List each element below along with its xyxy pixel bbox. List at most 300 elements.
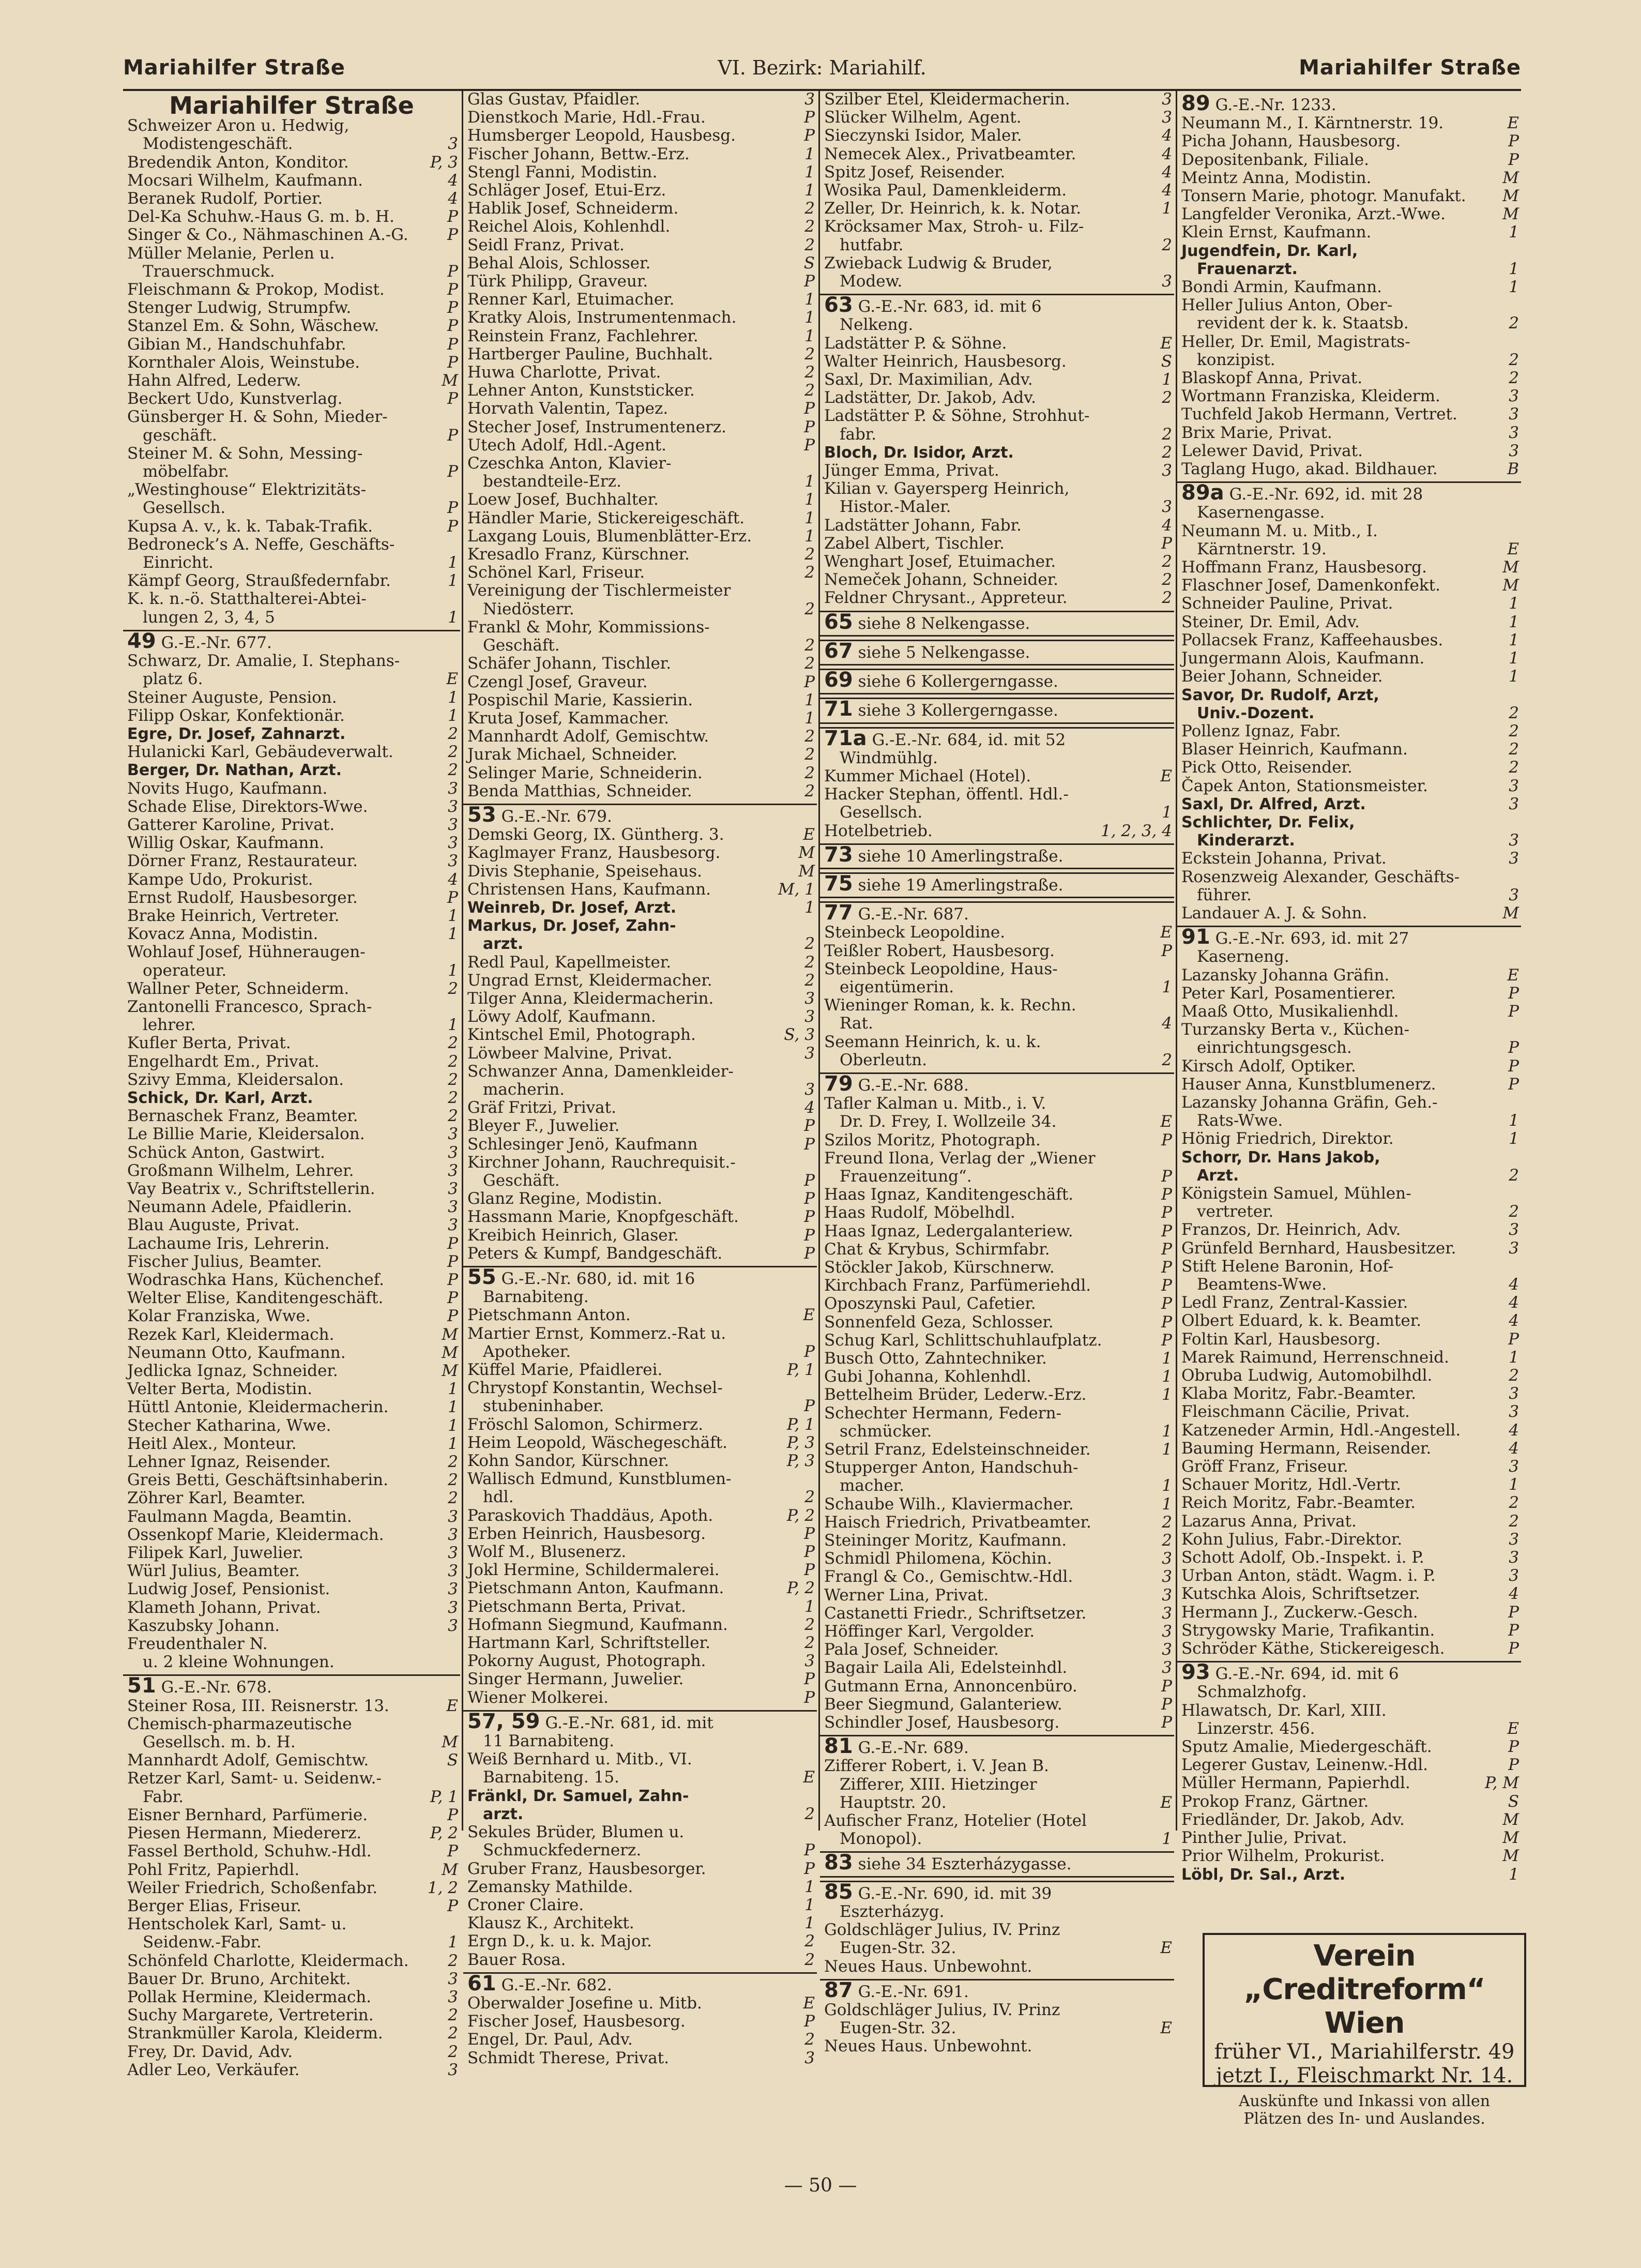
entry-text: Gatterer Karoline, Privat. xyxy=(127,815,335,834)
directory-entry xyxy=(123,1107,460,1125)
directory-entry xyxy=(463,1397,817,1415)
floor-code: 1 xyxy=(448,688,458,707)
floor-code: 1 xyxy=(804,690,815,709)
entry-text: Nelkeng. xyxy=(840,315,914,335)
directory-entry xyxy=(1177,886,1521,904)
entry-text: Wieninger Roman, k. k. Rechn. xyxy=(824,996,1076,1015)
directory-entry xyxy=(1177,296,1521,314)
entry-text: Gesellsch. m. b. H. xyxy=(143,1733,296,1752)
directory-entry xyxy=(820,182,1174,200)
directory-entry xyxy=(123,1489,460,1507)
entry-text: Schmalzhofg. xyxy=(1197,1683,1307,1702)
directory-entry xyxy=(123,1016,460,1034)
entry-text: Bedroneck’s A. Neffe, Geschäfts- xyxy=(127,535,395,554)
entry-text: Frauenzeitung“. xyxy=(840,1167,972,1186)
entry-text: Klaba Moritz, Fabr.-Beamter. xyxy=(1181,1384,1416,1403)
entry-text: Lehner Anton, Kunststicker. xyxy=(467,381,695,400)
directory-entry xyxy=(123,1751,460,1770)
directory-entry xyxy=(820,426,1174,444)
directory-entry xyxy=(1177,187,1521,205)
floor-code: P xyxy=(804,672,815,691)
directory-entry xyxy=(820,1812,1174,1830)
directory-entry xyxy=(1177,260,1521,278)
entry-text: Seidl Franz, Privat. xyxy=(467,235,625,254)
directory-entry xyxy=(1177,460,1521,478)
entry-text: Klameth Johann, Privat. xyxy=(127,1598,321,1617)
floor-code: 4 xyxy=(448,870,458,889)
directory-entry xyxy=(463,881,817,899)
house-number-heading xyxy=(820,1881,1174,1903)
entry-text: Müller Melanie, Perlen u. xyxy=(127,244,335,263)
directory-entry xyxy=(123,1770,460,1788)
floor-code: S xyxy=(447,1751,458,1770)
directory-entry xyxy=(1177,442,1521,460)
directory-entry xyxy=(1177,151,1521,169)
floor-code: 1 xyxy=(448,608,458,627)
house-number-heading xyxy=(820,901,1174,924)
floor-code: 1 xyxy=(1509,1129,1519,1148)
floor-code: E xyxy=(1507,965,1519,985)
floor-code: 2 xyxy=(804,381,815,400)
entry-text: Filipek Karl, Juwelier. xyxy=(127,1544,303,1563)
floor-code: 3 xyxy=(1509,776,1519,795)
directory-entry xyxy=(1177,1683,1521,1701)
directory-entry xyxy=(820,1386,1174,1404)
directory-entry xyxy=(463,1805,817,1823)
floor-code: 3 xyxy=(1162,1658,1172,1677)
directory-entry xyxy=(463,972,817,990)
directory-entry xyxy=(463,364,817,382)
directory-entry xyxy=(463,1117,817,1135)
directory-entry xyxy=(123,1034,460,1052)
directory-entry xyxy=(463,90,817,109)
column-2 xyxy=(463,90,817,2067)
house-number-heading xyxy=(820,294,1174,316)
floor-code: P xyxy=(804,1207,815,1227)
directory-entry xyxy=(463,145,817,163)
entry-text: Barnabiteng. 15. xyxy=(483,1768,619,1787)
floor-code: P xyxy=(1161,1695,1172,1714)
entry-text: Kaszubsky Johann. xyxy=(127,1616,280,1635)
floor-code: 2 xyxy=(1509,1511,1519,1531)
entry-text: Kresadlo Franz, Kürschner. xyxy=(467,545,690,564)
floor-code: 2 xyxy=(1162,235,1172,254)
directory-entry xyxy=(1177,1476,1521,1494)
entry-text: Hoffmann Franz, Hausbesorg. xyxy=(1181,558,1427,577)
house-number: 57, 59 xyxy=(467,1709,540,1733)
floor-code: M xyxy=(442,1733,458,1752)
directory-entry xyxy=(820,444,1174,462)
floor-code: 3 xyxy=(804,90,815,109)
floor-code: 3 xyxy=(1509,423,1519,442)
entry-text: Peters & Kumpf, Bandgeschäft. xyxy=(467,1244,723,1263)
directory-entry xyxy=(463,236,817,254)
entry-text: hdl. xyxy=(483,1488,514,1507)
entry-text: Blau Auguste, Privat. xyxy=(127,1216,300,1235)
directory-entry xyxy=(1177,1720,1521,1738)
entry-text: Tonsern Marie, photogr. Manufakt. xyxy=(1181,187,1466,206)
entry-text: Strankmüller Karola, Kleiderm. xyxy=(127,2024,383,2043)
house-number: 85 xyxy=(824,1880,853,1904)
directory-entry xyxy=(123,1508,460,1526)
directory-entry xyxy=(123,390,460,408)
entry-text: Niedösterr. xyxy=(483,599,574,618)
directory-entry xyxy=(463,400,817,418)
directory-entry xyxy=(1177,1622,1521,1640)
entry-text: siehe 5 Nelkengasse. xyxy=(858,643,1030,662)
entry-text: Demski Georg, IX. Güntherg. 3. xyxy=(467,825,724,844)
directory-entry xyxy=(123,1824,460,1842)
entry-text: Humsberger Leopold, Hausbesg. xyxy=(467,126,736,145)
floor-code: 2 xyxy=(448,1489,458,1508)
directory-entry xyxy=(463,1190,817,1208)
entry-text: Croner Claire. xyxy=(467,1895,584,1914)
directory-entry xyxy=(1177,1756,1521,1774)
entry-text: Barnabiteng. xyxy=(483,1288,589,1307)
directory-entry xyxy=(1177,595,1521,613)
floor-code: 1 xyxy=(804,508,815,527)
floor-code: 3 xyxy=(1509,831,1519,850)
floor-code: 1 xyxy=(1509,278,1519,297)
entry-text: möbelfabr. xyxy=(143,462,230,481)
directory-entry xyxy=(820,200,1174,218)
entry-text: G.-E.-Nr. 678. xyxy=(161,1678,272,1697)
directory-entry xyxy=(123,499,460,517)
directory-entry xyxy=(1177,424,1521,442)
floor-code: P xyxy=(1508,1621,1519,1640)
entry-text: Steinbeck Leopoldine, Haus- xyxy=(824,959,1058,978)
floor-code: P xyxy=(1161,534,1172,553)
directory-entry xyxy=(463,418,817,436)
directory-entry xyxy=(820,1313,1174,1332)
entry-text: arzt. xyxy=(483,935,524,954)
entry-text: Hüttl Antonie, Kleidermacherin. xyxy=(127,1398,389,1417)
floor-code: M xyxy=(442,1362,458,1381)
directory-entry xyxy=(1177,1774,1521,1792)
directory-entry xyxy=(820,273,1174,291)
directory-entry xyxy=(820,1168,1174,1186)
floor-code: M, 1 xyxy=(778,880,815,899)
directory-entry xyxy=(1177,631,1521,649)
directory-entry xyxy=(463,1860,817,1878)
directory-entry xyxy=(463,1932,817,1951)
house-number: 55 xyxy=(467,1265,496,1289)
directory-entry xyxy=(463,1896,817,1914)
directory-entry xyxy=(820,335,1174,353)
floor-code: 3 xyxy=(448,815,458,834)
floor-code: M xyxy=(1502,1847,1519,1866)
floor-code: P xyxy=(447,316,458,336)
entry-text: Bauer Dr. Bruno, Architekt. xyxy=(127,1969,351,1988)
floor-code: P xyxy=(1161,1713,1172,1732)
directory-entry xyxy=(1177,1258,1521,1276)
entry-text: Ladstätter, Dr. Jakob, Adv. xyxy=(824,388,1036,407)
entry-text: Beranek Rudolf, Portier. xyxy=(127,189,323,208)
entry-text: Martier Ernst, Kommerz.-Rat u. xyxy=(467,1324,726,1343)
floor-code: 3 xyxy=(804,1080,815,1099)
directory-entry xyxy=(1177,722,1521,740)
entry-text: Steininger Moritz, Kaufmann. xyxy=(824,1531,1067,1550)
directory-entry xyxy=(820,517,1174,535)
directory-entry xyxy=(123,1235,460,1253)
floor-code: P xyxy=(1508,1075,1519,1094)
house-number: 69 xyxy=(824,668,853,692)
house-number: 93 xyxy=(1181,1660,1210,1685)
floor-code: 3 xyxy=(1509,1548,1519,1567)
entry-text: Spitz Josef, Reisender. xyxy=(824,162,1006,182)
house-number-heading xyxy=(820,1072,1174,1095)
directory-entry xyxy=(123,1715,460,1733)
directory-entry xyxy=(463,109,817,127)
directory-entry xyxy=(463,327,817,345)
entry-text: Stupperger Anton, Handschuh- xyxy=(824,1458,1078,1477)
entry-text: Loew Josef, Buchhalter. xyxy=(467,490,659,509)
floor-code: E xyxy=(1160,923,1172,942)
floor-code: 2 xyxy=(1509,1166,1519,1185)
entry-text: Fröschl Salomon, Schirmerz. xyxy=(467,1415,704,1434)
floor-code: 2 xyxy=(804,952,815,972)
entry-text: Mannhardt Adolf, Gemischtw. xyxy=(127,1751,369,1770)
floor-code: E xyxy=(1160,1793,1172,1812)
directory-entry xyxy=(820,1150,1174,1168)
directory-entry xyxy=(123,707,460,725)
directory-entry xyxy=(820,480,1174,498)
floor-code: 1 xyxy=(1509,1475,1519,1494)
entry-text: Modistengeschäft. xyxy=(143,134,293,154)
floor-code: 2 xyxy=(804,934,815,954)
entry-text: Zabel Albert, Tischler. xyxy=(824,534,1005,553)
directory-entry xyxy=(820,553,1174,571)
house-number-heading xyxy=(1177,94,1521,114)
directory-entry xyxy=(820,960,1174,978)
floor-code: 2 xyxy=(804,1932,815,1951)
entry-text: Ossenkopf Marie, Kleidermach. xyxy=(127,1525,384,1544)
ad-line: jetzt I., Fleischmarkt Nr. 14. xyxy=(1215,2064,1513,2088)
directory-entry xyxy=(463,564,817,582)
entry-text: Beckert Udo, Kunstverlag. xyxy=(127,389,343,409)
directory-entry xyxy=(820,1586,1174,1605)
directory-entry xyxy=(1177,558,1521,577)
directory-entry xyxy=(1177,169,1521,187)
directory-entry xyxy=(1177,504,1521,522)
directory-entry xyxy=(123,1471,460,1489)
directory-entry xyxy=(820,498,1174,516)
entry-text: Fischer Josef, Hausbesorg. xyxy=(467,2012,686,2031)
entry-text: Eckstein Johanna, Privat. xyxy=(1181,849,1387,868)
house-number-heading xyxy=(463,1266,817,1288)
directory-entry xyxy=(123,1398,460,1416)
entry-text: G.-E.-Nr. 677. xyxy=(161,633,272,652)
directory-entry xyxy=(1177,387,1521,405)
floor-code: S xyxy=(1508,1792,1519,1811)
floor-code: 3 xyxy=(1162,1585,1172,1605)
floor-code: P xyxy=(1161,941,1172,960)
entry-text: Novits Hugo, Kaufmann. xyxy=(127,779,328,798)
entry-text: Kirsch Adolf, Optiker. xyxy=(1181,1056,1356,1076)
entry-text: Kärntnerstr. 19. xyxy=(1197,539,1327,558)
house-number: 87 xyxy=(824,1978,853,2002)
directory-entry xyxy=(463,1841,817,1859)
floor-code: 2 xyxy=(1509,703,1519,722)
entry-text: Fleischmann Cäcilie, Privat. xyxy=(1181,1402,1410,1422)
floor-code: P xyxy=(447,888,458,907)
directory-entry xyxy=(463,1652,817,1670)
directory-entry xyxy=(1177,1039,1521,1057)
house-number-heading xyxy=(820,640,1174,666)
directory-entry xyxy=(820,1550,1174,1568)
directory-entry xyxy=(1177,1112,1521,1130)
directory-entry xyxy=(820,1757,1174,1775)
directory-entry xyxy=(1177,1130,1521,1148)
directory-entry xyxy=(463,673,817,691)
entry-text: Fränkl, Dr. Samuel, Zahn- xyxy=(467,1787,689,1805)
directory-entry xyxy=(463,1081,817,1099)
directory-entry xyxy=(1177,1549,1521,1567)
entry-text: Kummer Michael (Hotel). xyxy=(824,766,1031,785)
directory-entry xyxy=(123,725,460,743)
directory-entry xyxy=(463,1732,817,1750)
column-4 xyxy=(1177,90,1521,1900)
entry-text: Freund Ilona, Verlag der „Wiener xyxy=(824,1148,1096,1168)
entry-text: Meintz Anna, Modistin. xyxy=(1181,168,1372,187)
entry-text: Chrystopf Konstantin, Wechsel- xyxy=(467,1379,723,1398)
house-number: 61 xyxy=(467,1971,496,1995)
floor-code: 3 xyxy=(1509,1402,1519,1422)
directory-entry xyxy=(123,135,460,153)
directory-entry xyxy=(820,1113,1174,1131)
directory-entry xyxy=(463,1768,817,1787)
entry-text: Hauptstr. 20. xyxy=(840,1793,947,1812)
entry-text: Castanetti Friedr., Schriftsetzer. xyxy=(824,1604,1087,1623)
entry-text: Lehner Ignaz, Reisender. xyxy=(127,1453,331,1472)
floor-code: 1, 2 xyxy=(427,1878,458,1897)
entry-text: Löwy Adolf, Kaufmann. xyxy=(467,1007,656,1026)
floor-code: 1 xyxy=(1162,1829,1172,1849)
directory-entry xyxy=(1177,795,1521,813)
entry-text: Löwbeer Malvine, Privat. xyxy=(467,1044,673,1063)
directory-entry xyxy=(123,263,460,281)
floor-code: 3 xyxy=(448,134,458,154)
floor-code: 3 xyxy=(804,989,815,1008)
entry-text: Glas Gustav, Pfaidler. xyxy=(467,90,641,109)
directory-entry xyxy=(1177,649,1521,668)
entry-text: Pietschmann Anton. xyxy=(467,1306,631,1325)
entry-text: Huwa Charlotte, Privat. xyxy=(467,363,661,382)
entry-text: siehe 19 Amerlingstraße. xyxy=(858,875,1063,895)
directory-entry xyxy=(1177,1076,1521,1094)
entry-text: Schönel Karl, Friseur. xyxy=(467,563,645,582)
entry-text: Nemeček Johann, Schneider. xyxy=(824,570,1058,589)
entry-text: Bagair Laila Ali, Edelsteinhdl. xyxy=(824,1658,1068,1677)
directory-entry xyxy=(463,1787,817,1805)
entry-text: Czeschka Anton, Klavier- xyxy=(467,454,672,473)
directory-entry xyxy=(463,1525,817,1543)
floor-code: 1 xyxy=(804,1895,815,1914)
directory-entry xyxy=(123,299,460,317)
floor-code: P xyxy=(1508,984,1519,1003)
directory-entry xyxy=(463,691,817,709)
entry-text: G.-E.-Nr. 680, id. mit 16 xyxy=(501,1269,695,1288)
directory-entry xyxy=(123,1915,460,1933)
floor-code: 3 xyxy=(448,834,458,853)
floor-code: P xyxy=(804,1524,815,1543)
floor-code: 2 xyxy=(804,1615,815,1634)
floor-code: P xyxy=(1161,1258,1172,1277)
floor-code: P xyxy=(804,1171,815,1190)
floor-code: 2 xyxy=(1509,1202,1519,1221)
directory-entry xyxy=(123,798,460,816)
entry-text: Schmuckfedernerz. xyxy=(483,1841,642,1860)
floor-code: P xyxy=(1161,1294,1172,1313)
entry-text: Hönig Friedrich, Direktor. xyxy=(1181,1129,1394,1148)
ad-title: Verein „Creditreform“ Wien xyxy=(1243,1939,1485,2040)
floor-code: P xyxy=(804,272,815,291)
entry-text: Heim Leopold, Wäschegeschäft. xyxy=(467,1433,728,1452)
entry-text: Hablik Josef, Schneiderm. xyxy=(467,199,679,218)
directory-entry xyxy=(463,1136,817,1154)
entry-text: Schweizer Aron u. Hedwig, xyxy=(127,116,350,135)
directory-entry xyxy=(820,2019,1174,2037)
directory-entry xyxy=(1177,1167,1521,1185)
directory-entry xyxy=(820,822,1174,840)
floor-code: 3 xyxy=(448,1598,458,1617)
entry-text: siehe 34 Eszterházygasse. xyxy=(858,1855,1072,1874)
floor-code: 1 xyxy=(1509,1111,1519,1130)
directory-entry xyxy=(820,1295,1174,1313)
house-number-heading xyxy=(820,1735,1174,1757)
entry-text: Hauser Anna, Kunstblumenerz. xyxy=(1181,1075,1436,1094)
floor-code: 2 xyxy=(804,1488,815,1507)
directory-entry xyxy=(1177,1057,1521,1076)
entry-text: Stöckler Jakob, Kürschnerw. xyxy=(824,1258,1055,1277)
entry-text: Geschäft. xyxy=(483,636,560,655)
directory-entry xyxy=(123,2024,460,2043)
directory-entry xyxy=(123,336,460,354)
floor-code: P xyxy=(447,225,458,245)
directory-entry xyxy=(820,1441,1174,1459)
directory-entry xyxy=(820,1332,1174,1350)
entry-text: siehe 8 Nelkengasse. xyxy=(858,614,1030,633)
entry-text: Gubi Johanna, Kohlenhdl. xyxy=(824,1367,1031,1386)
floor-code: 3 xyxy=(1509,794,1519,813)
entry-text: Slücker Wilhelm, Agent. xyxy=(824,108,1022,127)
floor-code: P xyxy=(1161,1167,1172,1186)
directory-entry xyxy=(820,1186,1174,1204)
entry-text: macher. xyxy=(840,1476,904,1495)
floor-code: P xyxy=(804,435,815,455)
floor-code: 2 xyxy=(1509,740,1519,759)
floor-code: 1 xyxy=(804,181,815,200)
entry-text: Bondi Armin, Kaufmann. xyxy=(1181,278,1382,297)
entry-text: Hermann J., Zuckerw.-Gesch. xyxy=(1181,1602,1418,1622)
directory-entry xyxy=(123,1253,460,1271)
floor-code: 3 xyxy=(1162,108,1172,127)
entry-text: führer. xyxy=(1197,885,1252,904)
directory-entry xyxy=(123,1653,460,1671)
directory-entry xyxy=(820,1605,1174,1623)
floor-code: E xyxy=(803,825,815,844)
house-number: 83 xyxy=(824,1851,853,1875)
entry-text: Hassmann Marie, Knopfgeschäft. xyxy=(467,1207,739,1227)
floor-code: P xyxy=(447,389,458,409)
entry-text: Schäfer Johann, Tischler. xyxy=(467,654,672,673)
entry-text: Bernaschek Franz, Beamter. xyxy=(127,1107,358,1126)
floor-code: 1 xyxy=(804,526,815,546)
directory-entry xyxy=(123,743,460,761)
floor-code: 2 xyxy=(1162,443,1172,462)
ad-line: früher VI., Mariahilferstr. 49 xyxy=(1214,2040,1515,2064)
directory-entry xyxy=(123,780,460,798)
